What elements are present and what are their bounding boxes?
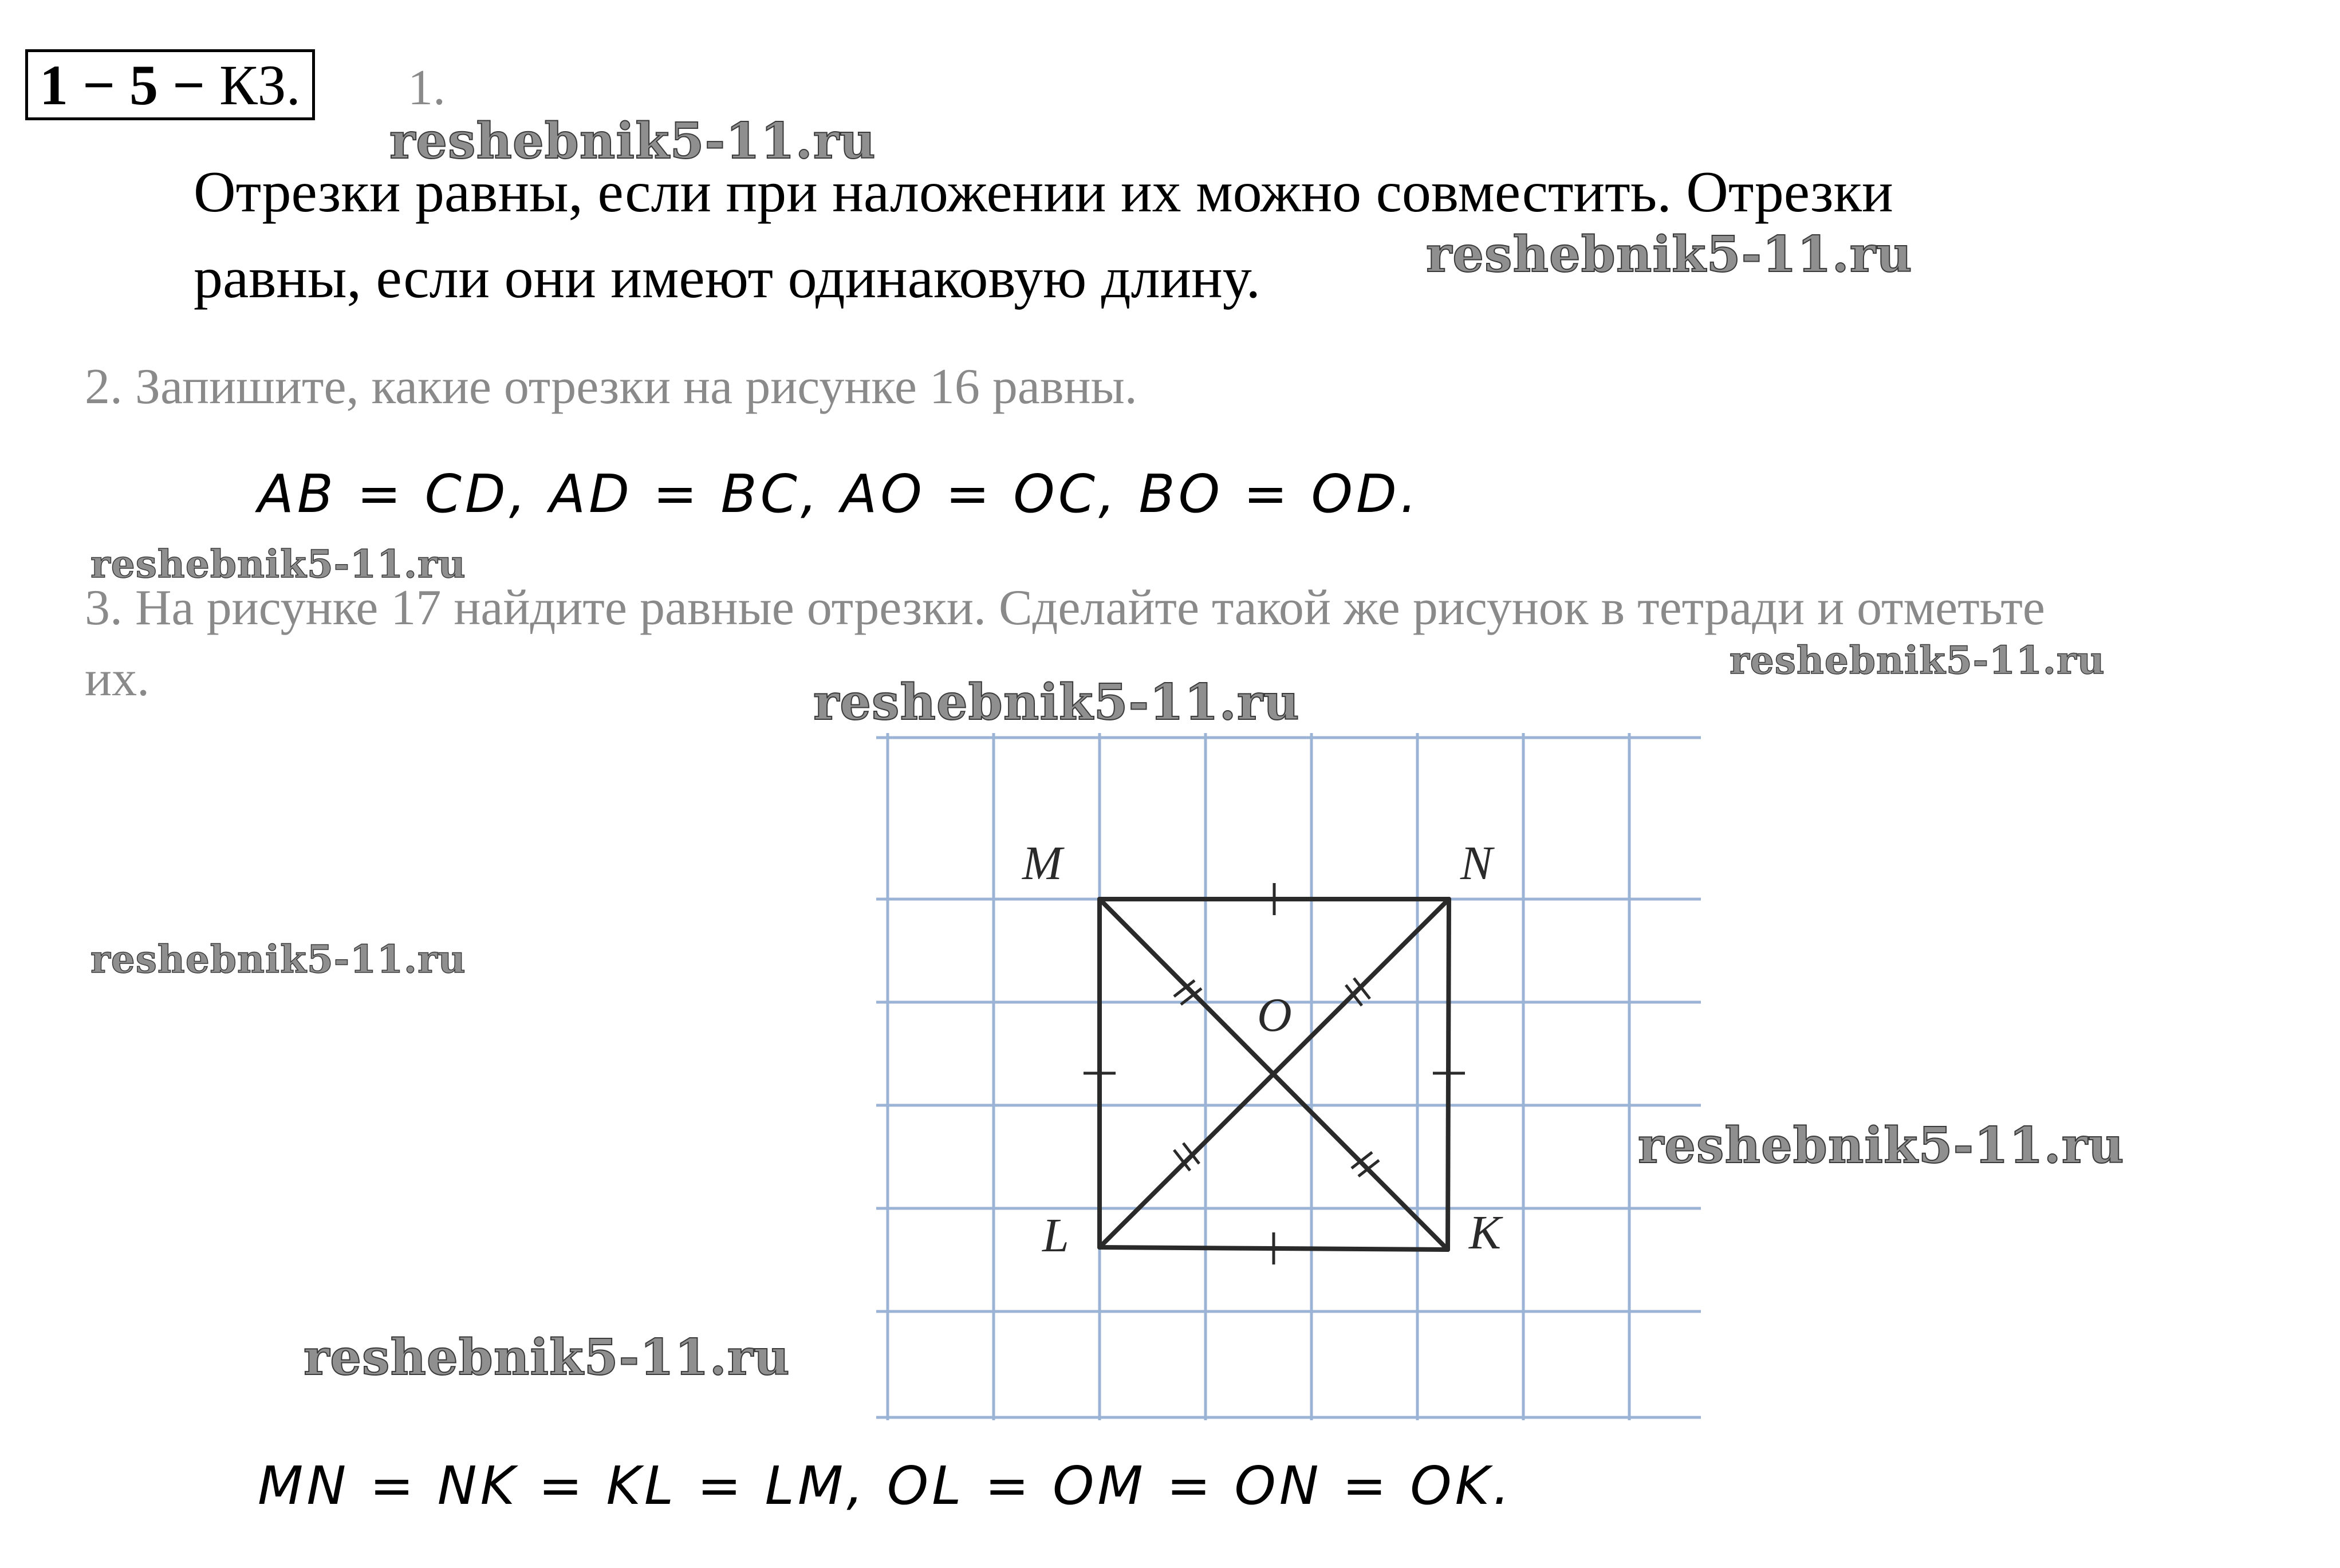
question-3-answer: MN = NK = KL = LM, OL = OM = ON = OK. (258, 1455, 1514, 1516)
watermark: reshebnik5-11.ru (90, 542, 466, 586)
label-k: K (1469, 1206, 1502, 1259)
watermark: reshebnik5-11.ru (813, 673, 1300, 731)
watermark: reshebnik5-11.ru (389, 112, 876, 170)
task-header-label (25, 49, 315, 120)
label-n: N (1460, 837, 1493, 890)
grid-paper (876, 733, 1701, 1420)
question-3-text-line-1: 3. На рисунке 17 найдите равные отрезки. Сделайте такой же рисунок в тетради и отметьте (85, 580, 2045, 636)
task-header-code: КЗ. (204, 53, 301, 117)
task-header-number: 1 − 5 − (40, 53, 205, 117)
question-1-number: 1. (408, 60, 446, 116)
watermark: reshebnik5-11.ru (90, 937, 466, 982)
watermark: reshebnik5-11.ru (1426, 226, 1913, 283)
watermark: reshebnik5-11.ru (1730, 638, 2105, 683)
watermark: reshebnik5-11.ru (1638, 1117, 2125, 1175)
label-l: L (1042, 1209, 1069, 1262)
answer-1-line-2: равны, если они имеют одинаковую длину. (194, 246, 1261, 310)
watermark: reshebnik5-11.ru (304, 1329, 790, 1386)
question-2-answer: AB = CD, AD = BC, AO = OC, BO = OD. (258, 463, 1421, 525)
label-o: O (1257, 988, 1292, 1042)
label-m: M (1022, 837, 1062, 890)
question-2-text: 2. Запишите, какие отрезки на рисунке 16 равны. (85, 359, 1137, 415)
square-and-diagonals (1100, 899, 1449, 1250)
answer-1-line-1: Отрезки равны, если при наложении их можно совместить. Отрезки (194, 160, 1893, 224)
square-diagonals-figure (876, 733, 1701, 1432)
question-3-text-line-2: их. (85, 651, 150, 707)
